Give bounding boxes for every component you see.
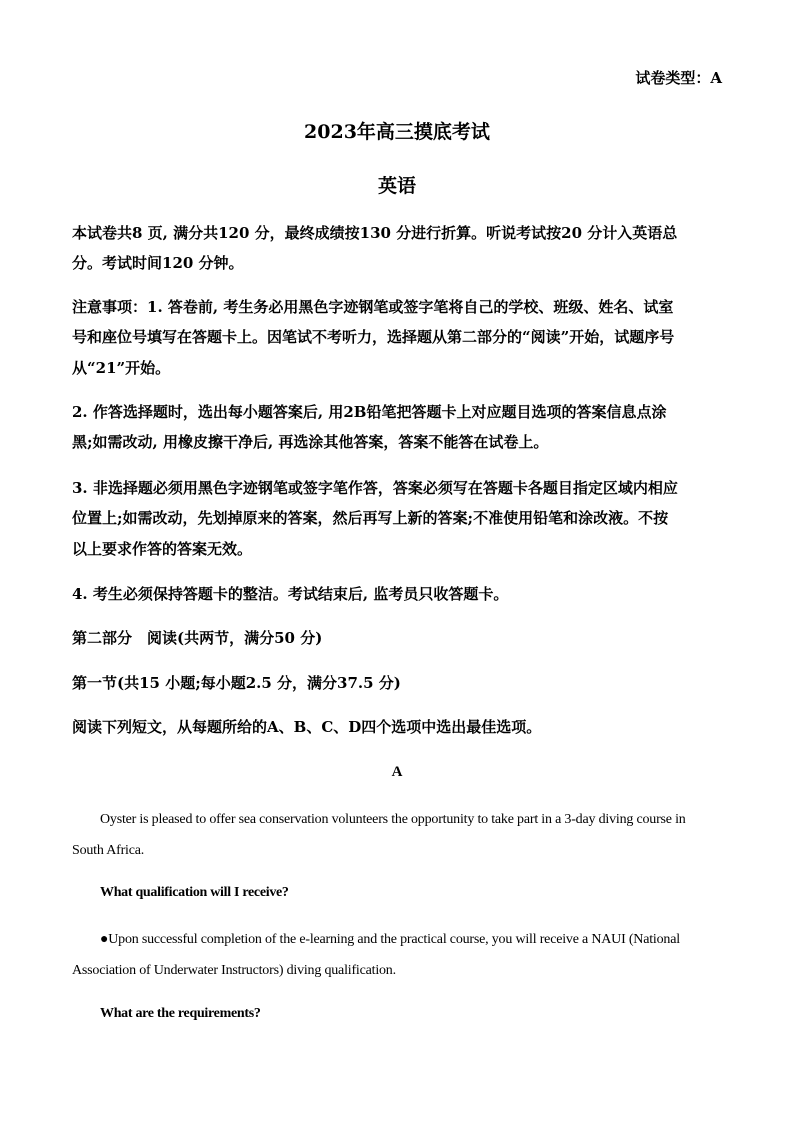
passage-heading-requirements: What are the requirements? bbox=[100, 1006, 261, 1021]
intro-line-1: 本试卷共8 页, 满分共120 分，最终成绩按130 分进行折算。听说考试按20 分计入英语总 bbox=[72, 224, 678, 242]
exam-title: 2023年高三摸底考试 bbox=[304, 121, 490, 143]
intro-line-2: 分。考试时间120 分钟。 bbox=[72, 254, 244, 272]
note-2-line-1: 2. 作答选择题时，选出每小题答案后, 用2B铅笔把答题卡上对应题目选项的答案信息点涂 bbox=[72, 403, 667, 421]
passage-p2-line-1: ●Upon successful completion of the e-learning and the practical course, you will receive a NAUI (National bbox=[100, 932, 680, 947]
note-4-line-1: 4. 考生必须保持答题卡的整洁。考试结束后, 监考员只收答题卡。 bbox=[72, 585, 509, 603]
passage-heading-qualification: What qualification will I receive? bbox=[100, 885, 289, 900]
section-instruction: 阅读下列短文，从每题所给的A、B、C、D四个选项中选出最佳选项。 bbox=[72, 718, 542, 736]
note-3-line-3: 以上要求作答的答案无效。 bbox=[72, 540, 253, 558]
part-heading: 第二部分 阅读(共两节，满分50 分) bbox=[72, 629, 323, 647]
exam-type-label: 试卷类型：A bbox=[635, 69, 722, 87]
passage-p1-line-1: Oyster is pleased to offer sea conservation volunteers the opportunity to take part in a 3-day diving course in bbox=[100, 812, 686, 827]
passage-label: A bbox=[391, 764, 403, 780]
note-3-line-1: 3. 非选择题必须用黑色字迹钢笔或签字笔作答，答案必须写在答题卡各题目指定区域内相应 bbox=[72, 479, 678, 497]
note-3-line-2: 位置上;如需改动，先划掉原来的答案，然后再写上新的答案;不准使用铅笔和涂改液。不按 bbox=[72, 509, 669, 527]
passage-paragraph-1 bbox=[72, 804, 722, 835]
subject-title: 英语 bbox=[377, 175, 416, 197]
passage-p2-line-2: Association of Underwater Instructors) diving qualification. bbox=[72, 963, 396, 978]
note-1-line-2: 号和座位号填写在答题卡上。因笔试不考听力，选择题从第二部分的“阅读”开始，试题序号 bbox=[72, 328, 675, 346]
note-2-line-2: 黑;如需改动, 用橡皮擦干净后, 再选涂其他答案，答案不能答在试卷上。 bbox=[72, 433, 549, 451]
note-1-line-3: 从“21”开始。 bbox=[72, 359, 171, 377]
passage-p1-line-2: South Africa. bbox=[72, 843, 145, 858]
section-heading: 第一节(共15 小题;每小题2.5 分，满分37.5 分) bbox=[72, 674, 401, 692]
passage-paragraph-2 bbox=[72, 924, 722, 955]
note-1-line-1: 注意事项：1. 答卷前, 考生务必用黑色字迹钢笔或签字笔将自己的学校、班级、姓名、试室 bbox=[72, 298, 674, 316]
